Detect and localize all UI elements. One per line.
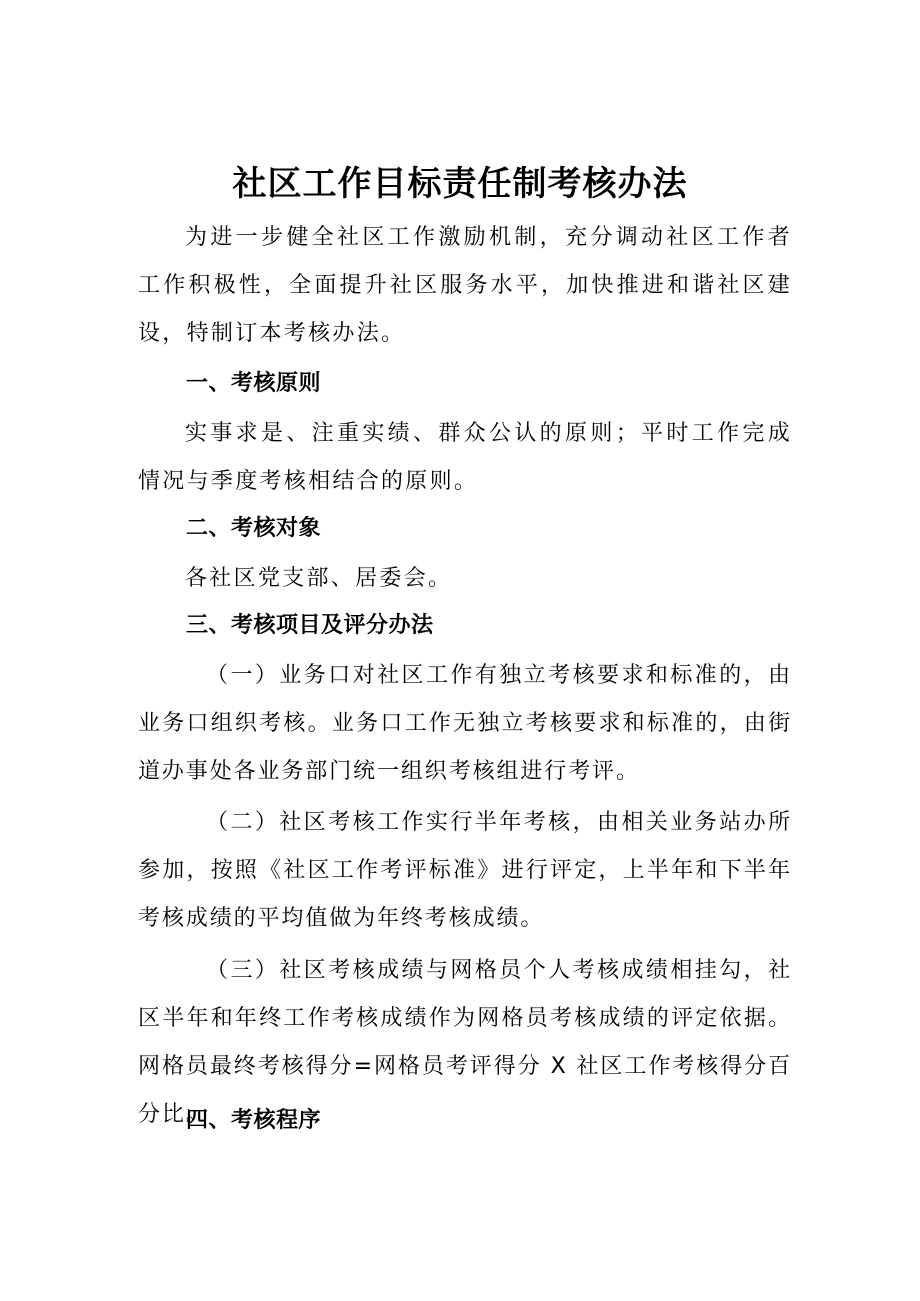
- section-heading-targets: 二、考核对象: [186, 516, 322, 541]
- section-heading-procedure: 四、考核程序: [186, 1108, 322, 1133]
- document-title: 社区工作目标责任制考核办法: [232, 163, 688, 204]
- section-heading-scoring: 三、考核项目及评分办法: [186, 613, 434, 638]
- principles-paragraph: 实事求是、注重实绩、群众公认的原则；平时工作完成情况与季度考核相结合的原则。: [138, 421, 792, 494]
- targets-paragraph: 各社区党支部、居委会。: [185, 566, 453, 591]
- intro-paragraph: 为进一步健全社区工作激励机制，充分调动社区工作者工作积极性，全面提升社区服务水平，加快推进和谐社区建设，特制订本考核办法。: [138, 225, 792, 346]
- scoring-paragraph-2: （二）社区考核工作实行半年考核，由相关业务站办所参加，按照《社区工作考评标准》进行评定，上半年和下半年考核成绩的平均值做为年终考核成绩。: [138, 810, 792, 931]
- scoring-paragraph-1: （一）业务口对社区工作有独立考核要求和标准的，由业务口组织考核。业务口工作无独立考核要求和标准的，由街道办事处各业务部门统一组织考核组进行考评。: [138, 663, 792, 784]
- scoring-paragraph-3: （三）社区考核成绩与网格员个人考核成绩相挂勾，社区半年和年终工作考核成绩作为网格员考核成绩的评定依据。网格员最终考核得分=网格员考评得分 X 社区工作考核得分百分比。: [138, 958, 792, 1127]
- section-heading-principles: 一、考核原则: [186, 371, 322, 396]
